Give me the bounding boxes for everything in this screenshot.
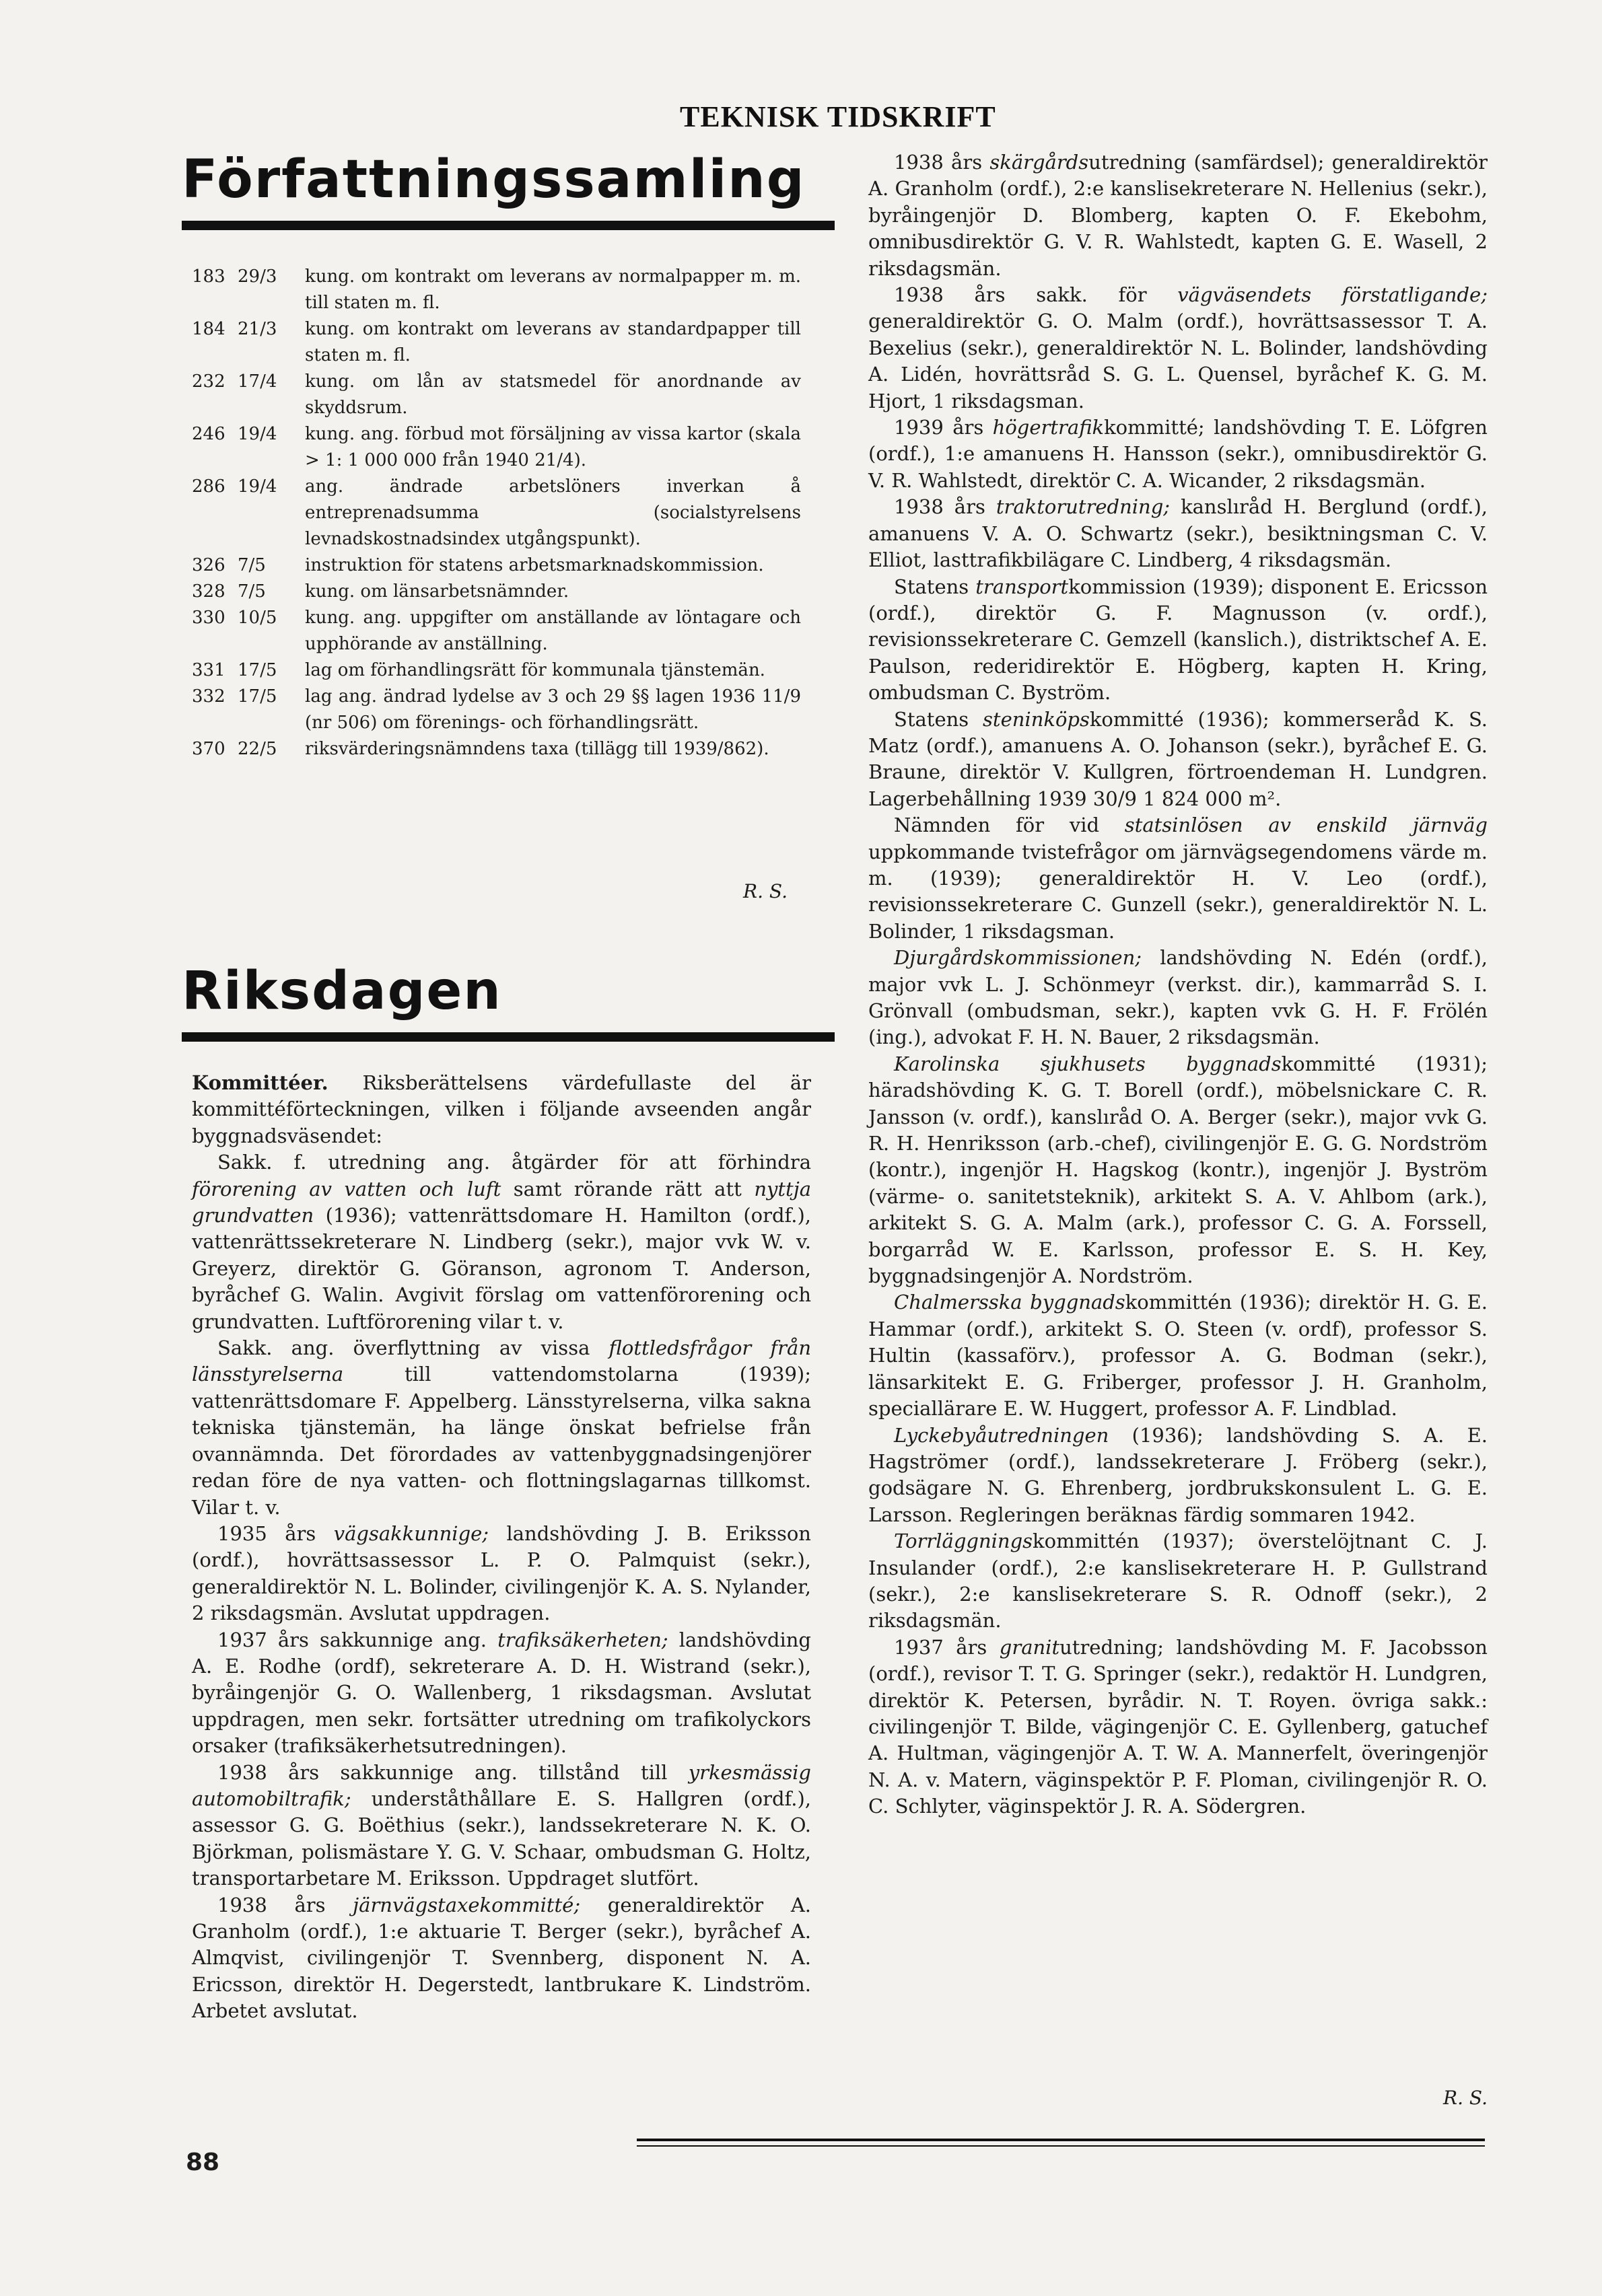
committee-name: högertrafik <box>992 416 1105 439</box>
statute-text: kung. om kontrakt om leverans av normalpapper m. m. till staten m. fl. <box>305 266 801 313</box>
committee-paragraph <box>192 1627 811 1760</box>
committee-name: Djurgårdskommissionen; <box>894 946 1142 970</box>
statute-entry <box>192 552 801 579</box>
statute-text: kung. om länsarbetsnämnder. <box>305 581 569 602</box>
committee-name: järnvägstaxekommitté; <box>353 1893 581 1916</box>
statute-date: 21/3 <box>238 319 277 339</box>
committee-paragraph <box>192 1149 811 1335</box>
committee-paragraph <box>868 574 1488 707</box>
committee-text: landshövding A. E. Rodhe (ordf), sekreterare A. D. H. Wistrand (sekr.), byråingenjör G. O. Wallenberg, 1 riksdagsman. Avslutat uppdragen, men sekr. fortsätter utredning om trafikolyckors orsaker (trafiksäkerhetsutredningen). <box>192 1628 811 1758</box>
statute-entry <box>192 657 801 684</box>
intro-heading: Kommittéer. <box>192 1071 328 1094</box>
committee-text: till vattendomstolarna (1939); vattenrättsdomare F. Appelberg. Länsstyrelserna, vilka sakna tekniska tjänstemän, ha länge önskat befrielse från ovannämnda. Det förordades av vattenbyggnadsingenjörer redan före de nya vatten- och flottningslagarnas tillkomst. Vilar t. v. <box>192 1363 811 1519</box>
committee-name: vägväsendets förstatligande; <box>1177 283 1488 307</box>
riksdagen-left-text <box>192 1070 811 2025</box>
statute-entry <box>192 605 801 657</box>
statute-text: lag ang. ändrad lydelse av 3 och 29 §§ lagen 1936 11/9 (nr 506) om förenings- och förhandlingsrätt. <box>305 686 801 733</box>
forfattningssamling-section <box>182 149 835 230</box>
statute-num: 328 <box>192 581 225 602</box>
section-title-forfattningssamling: Författningssamling <box>182 149 806 210</box>
statute-date: 17/5 <box>238 686 277 707</box>
committee-name: vägsakkunnige; <box>333 1521 489 1545</box>
committee-paragraph <box>868 707 1488 813</box>
journal-title: TEKNISK TIDSKRIFT <box>680 100 996 133</box>
statute-num: 246 <box>192 424 225 444</box>
statute-entry <box>192 316 801 369</box>
committee-text: (1936); vattenrättsdomare H. Hamilton (ordf.), vattenrättssekreterare N. Lindberg (sekr.), major vvk W. v. Greyerz, direktör G. Göranson, agronom T. Anderson, byråchef G. Walin. Avgivit förslag om vattenförorening och grundvatten. Luftförorening vilar t. v. <box>192 1204 811 1333</box>
statute-num: 183 <box>192 266 225 287</box>
statute-date: 17/5 <box>238 660 277 680</box>
committee-paragraph <box>868 1635 1488 1820</box>
committee-name: transport <box>975 575 1069 598</box>
statute-entry <box>192 684 801 736</box>
committee-text: kommitté (1931); häradshövding K. G. T. Borell (ordf.), möbelsnickare C. R. Jansson (v. ordf.), kanslıråd O. A. Berger (sekr.), major vvk G. R. H. Henriksson (arb.-chef), civilingenjör E. G. G. Nordström (kontr.), ingenjör H. Hagskog (kontr.), ingenjör J. Byström (värme- o. sanitetsteknik), arkitekt S. A. V. Ahlbom (ark.), arkitekt S. G. A. Malm (ark.), professor C. G. A. Forssell, borgarråd W. E. Karlsson, professor E. S. H. Key, byggnadsingenjör A. Nordström. <box>868 1052 1488 1288</box>
statute-date: 17/4 <box>238 371 277 392</box>
committee-text: landshövding J. B. Eriksson (ordf.), hovrättsassessor L. P. O. Palmquist (sekr.), generaldirektör N. L. Bolinder, civilingenjör K. A. S. Nylander, 2 riksdagsmän. Avslutat uppdragen. <box>192 1521 811 1625</box>
statute-text: riksvärderingsnämndens taxa (tillägg till 1939/862). <box>305 739 769 759</box>
statute-text: kung. om lån av statsmedel för anordnande av skyddsrum. <box>305 371 801 418</box>
committee-name: traktorutredning; <box>996 495 1171 519</box>
committee-text: samt rörande rätt att <box>501 1177 755 1200</box>
committee-paragraph <box>868 1423 1488 1529</box>
committee-text: utredning (samfärdsel); generaldirektör A. Granholm (ordf.), 2:e kanslisekreterare N. Hellenius (sekr.), byråingenjör D. Blomberg, kapten O. F. Ekebohm, omnibusdirektör G. V. R. Wahlstedt, kapten G. E. Wasell, 2 riksdagsmän. <box>868 151 1488 280</box>
section-rule <box>182 221 835 230</box>
committee-text: Nämnden för vid <box>894 814 1125 837</box>
signature: R. S. <box>743 880 788 902</box>
forfattningssamling-list <box>192 264 801 762</box>
statute-text: lag om förhandlingsrätt för kommunala tjänstemän. <box>305 660 765 680</box>
statute-num: 232 <box>192 371 225 392</box>
statute-text: kung. ang. förbud mot försäljning av vissa kartor (skala > 1: 1 000 000 från 1940 21/4). <box>305 424 801 470</box>
committee-text: 1938 års sakk. för <box>894 283 1178 307</box>
committee-text: uppkommande tvistefrågor om järnvägsegendomens värde m. m. (1939); generaldirektör H. V. Leo (ordf.), revisionssekreterare C. Gunzell (sekr.), generaldirektör N. L. Bolinder, 1 riksdagsman. <box>868 840 1488 943</box>
footer-rule <box>637 2139 1485 2141</box>
committee-text: kommission (1939); disponent E. Ericsson (ordf.), direktör G. F. Magnusson (v. ordf.), revisionssekreterare C. Gemzell (kanslich.), distriktschef A. E. Paulson, rederidirektör E. Högberg, kapten H. Kring, ombudsman C. Byström. <box>868 575 1488 705</box>
statute-entry <box>192 369 801 421</box>
riksdagen-section <box>182 961 835 1042</box>
committee-name: Lyckebyåutredningen <box>894 1423 1109 1447</box>
statute-entry <box>192 474 801 552</box>
committee-text: 1937 års <box>894 1635 1000 1659</box>
committee-text: 1938 års sakkunnige ang. tillstånd till <box>217 1760 689 1784</box>
riksdagen-right-text <box>868 149 1488 1820</box>
signature: R. S. <box>1443 2087 1488 2109</box>
committee-paragraph <box>868 415 1488 494</box>
committee-paragraph <box>868 1289 1488 1422</box>
committee-name: förorening av vatten och luft <box>192 1177 501 1200</box>
statute-date: 10/5 <box>238 608 277 628</box>
committee-text: kanslıråd H. Berglund (ordf.), amanuens V. A. O. Schwartz (sekr.), besiktningsman C. V. Elliot, lasttrafikbilägare C. Lindberg, 4 riksdagsmän. <box>868 495 1488 572</box>
statute-date: 19/4 <box>238 424 277 444</box>
committee-paragraph <box>192 1892 811 2025</box>
statute-entry <box>192 421 801 474</box>
committee-name: nyttja grundvatten <box>192 1177 811 1227</box>
statute-num: 332 <box>192 686 225 707</box>
committee-name: flottledsfrågor från länsstyrelserna <box>192 1336 811 1386</box>
riksdagen-intro <box>192 1070 811 1149</box>
committee-text: Statens <box>894 707 983 731</box>
committee-text: 1938 års <box>894 495 996 519</box>
statute-num: 330 <box>192 608 225 628</box>
committee-name: granit <box>999 1635 1060 1659</box>
statute-entry <box>192 579 801 605</box>
committee-name: Chalmersska byggnads <box>894 1291 1125 1314</box>
statute-text: kung. om kontrakt om leverans av standardpapper till staten m. fl. <box>305 319 801 365</box>
statute-num: 286 <box>192 476 225 497</box>
statute-text: instruktion för statens arbetsmarknadskommission. <box>305 555 764 575</box>
committee-paragraph <box>868 282 1488 415</box>
committee-text: (1936); landshövding S. A. E. Hagströmer (ordf.), landssekreterare J. Fröberg (sekr.), godsägare N. G. Ehrenberg, jordbrukskonsulent L. G. E. Larsson. Regleringen beräknas färdig sommaren 1942. <box>868 1423 1488 1526</box>
committee-text: 1938 års <box>894 151 990 174</box>
committee-name: steninköps <box>983 707 1090 731</box>
committee-text: Sakk. f. utredning ang. åtgärder för att förhindra <box>217 1151 811 1174</box>
statute-entry <box>192 264 801 316</box>
statute-text: ang. ändrade arbetslöners inverkan å entreprenadsumma (socialstyrelsens levnadskostnadsindex utgångspunkt). <box>305 476 801 549</box>
committee-text: kommitté (1936); kommerseråd K. S. Matz (ordf.), amanuens A. O. Johanson (sekr.), byråchef E. G. Braune, direktör V. Kullgren, förtroendeman H. Lundgren. Lagerbehållning 1939 30/9 1 824 000 m². <box>868 707 1488 810</box>
committee-name: skärgårds <box>989 151 1089 174</box>
committee-text: generaldirektör A. Granholm (ordf.), 1:e aktuarie T. Berger (sekr.), byråchef A. Almqvist, civilingenjör T. Svennberg, disponent N. A. Ericsson, direktör H. Degerstedt, lantbrukare K. Lindström. Arbetet avslutat. <box>192 1893 811 2023</box>
committee-text: 1939 års <box>894 416 993 439</box>
committee-text: kommittén (1937); överstelöjtnant C. J. Insulander (ordf.), 2:e kanslisekreterare H. P. Gullstrand (sekr.), 2:e kanslisekreterare S. R. Odnoff (sekr.), 2 riksdagsmän. <box>868 1530 1488 1633</box>
statute-text: kung. ang. uppgifter om anställande av löntagare och upphörande av anställning. <box>305 608 801 654</box>
committee-paragraph <box>192 1760 811 1892</box>
committee-name: Torrläggnings <box>894 1530 1033 1553</box>
statute-num: 370 <box>192 739 225 759</box>
statute-date: 29/3 <box>238 266 277 287</box>
statute-num: 326 <box>192 555 225 575</box>
committee-paragraph <box>868 945 1488 1051</box>
statute-date: 7/5 <box>238 581 266 602</box>
intro-text: Riksberättelsens värdefullaste del är kommittéförteckningen, vilken i följande avseenden angår byggnadsväsendet: <box>192 1071 811 1147</box>
section-title-riksdagen: Riksdagen <box>182 961 502 1021</box>
committee-text: 1937 års sakkunnige ang. <box>217 1628 498 1651</box>
committee-name: Karolinska sjukhusets byggnads <box>894 1052 1282 1075</box>
committee-text: kommitté; landshövding T. E. Löfgren (ordf.), 1:e amanuens H. Hansson (sekr.), omnibusdirektör G. V. R. Wahlstedt, direktör C. A. Wicander, 2 riksdagsmän. <box>868 416 1488 492</box>
statute-date: 22/5 <box>238 739 277 759</box>
statute-date: 19/4 <box>238 476 277 497</box>
footer-rule <box>637 2145 1485 2147</box>
committee-text: kommittén (1936); direktör H. G. E. Hammar (ordf.), arkitekt S. O. Steen (v. ordf), professor S. Hultin (kassaförv.), professor A. G. Bodman (sekr.), länsarkitekt E. G. Friberger, professor J. H. Granholm, speciallärare E. W. Huggert, professor A. F. Lindblad. <box>868 1291 1488 1421</box>
page-number: 88 <box>186 2149 220 2176</box>
committee-text: landshövding N. Edén (ordf.), major vvk L. J. Schönmeyr (verkst. dir.), kammarråd S. I. Grönvall (ombudsman, sekr.), kapten vvk G. H. F. Frölén (ing.), advokat F. H. N. Bauer, 2 riksdagsmän. <box>868 946 1488 1049</box>
committee-paragraph <box>192 1335 811 1521</box>
committee-paragraph <box>868 1528 1488 1635</box>
committee-paragraph <box>192 1521 811 1627</box>
committee-text: 1938 års <box>217 1893 353 1916</box>
committee-text: 1935 års <box>217 1521 334 1545</box>
committee-text: underståthållare E. S. Hallgren (ordf.), assessor G. G. Boëthius (sekr.), landssekreterare N. K. O. Björkman, polismästare Y. G. V. Schaar, ombudsman G. Holtz, transportarbetare M. Eriksson. Uppdraget slutfört. <box>192 1787 811 1890</box>
committee-name: trafiksäkerheten; <box>497 1628 668 1651</box>
statute-date: 7/5 <box>238 555 266 575</box>
statute-entry <box>192 736 801 762</box>
section-rule <box>182 1032 835 1042</box>
committee-paragraph <box>868 494 1488 573</box>
committee-paragraph <box>868 812 1488 945</box>
committee-text: Statens <box>894 575 976 598</box>
committee-paragraph <box>868 149 1488 282</box>
committee-paragraph <box>868 1051 1488 1290</box>
committee-text: Sakk. ang. överflyttning av vissa <box>217 1336 609 1360</box>
committee-text: utredning; landshövding M. F. Jacobsson (ordf.), revisor T. T. G. Springer (sekr.), redaktör H. Lundgren, direktör K. Petersen, byrådir. N. T. Royen. övriga sakk.: civilingenjör T. Bilde, vägingenjör C. E. Gyllenberg, gatuchef A. Hultman, vägingenjör A. T. W. A. Mannerfelt, överingenjör N. A. v. Matern, väginspektör P. F. Ploman, civilingenjör R. O. C. Schlyter, väginspektör J. R. A. Södergren. <box>868 1635 1488 1818</box>
committee-text: generaldirektör G. O. Malm (ordf.), hovrättsassessor T. A. Bexelius (sekr.), generaldirektör N. L. Bolinder, landshövding A. Lidén, hovrättsråd S. G. L. Quensel, byråchef K. G. M. Hjort, 1 riksdagsman. <box>868 310 1488 412</box>
committee-name: yrkesmässig automobiltrafik; <box>192 1760 811 1810</box>
statute-num: 331 <box>192 660 225 680</box>
committee-name: statsinlösen av enskild järnväg <box>1124 814 1488 837</box>
statute-num: 184 <box>192 319 225 339</box>
